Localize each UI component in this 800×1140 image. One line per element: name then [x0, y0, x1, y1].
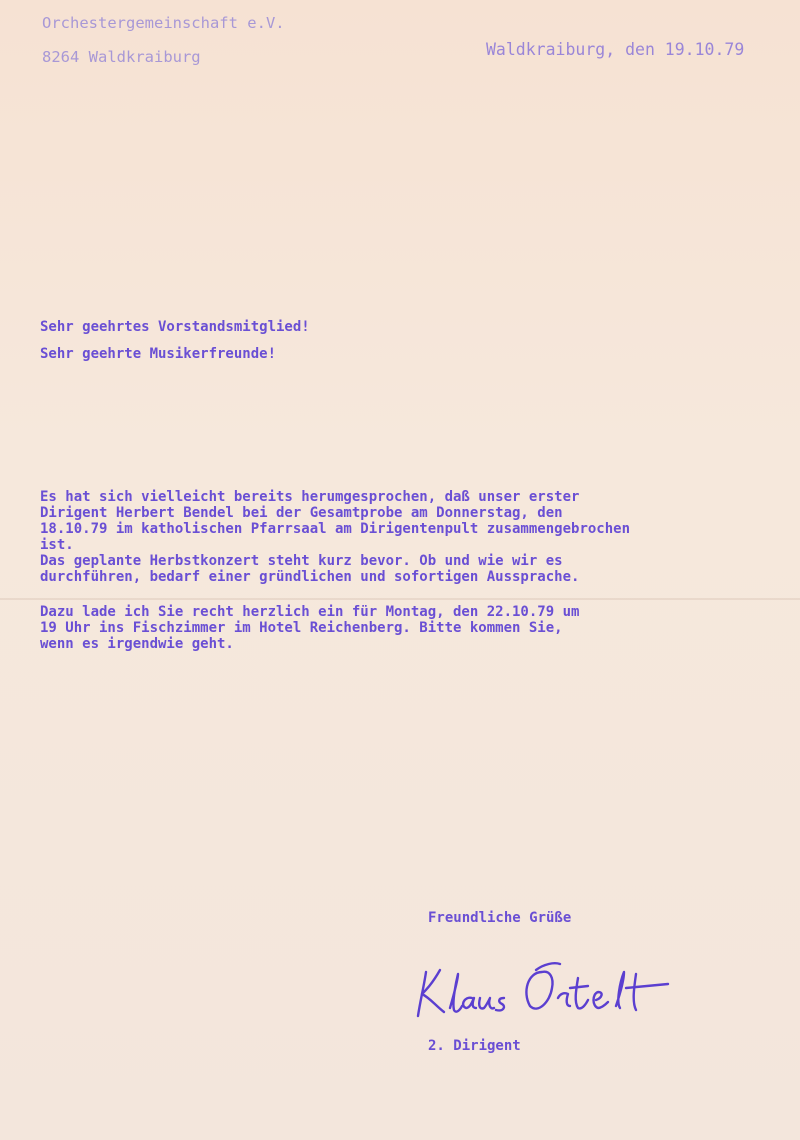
body-line: durchführen, bedarf einer gründlichen und sofortigen Aussprache.: [40, 569, 580, 585]
body-line: 18.10.79 im katholischen Pfarrsaal am Dirigentenpult zusammengebrochen: [40, 521, 631, 537]
salutation-line: Sehr geehrte Musikerfreunde!: [40, 346, 277, 362]
salutation: [40, 314, 310, 368]
sender-organization: Orchestergemeinschaft e.V.: [42, 14, 285, 32]
sender-block: [42, 6, 285, 74]
closing: Freundliche Grüße: [428, 910, 572, 926]
body-line: Dirigent Herbert Bendel bei der Gesamtprobe am Donnerstag, den: [40, 505, 563, 521]
body-line: Es hat sich vielleicht bereits herumgesprochen, daß unser erster: [40, 489, 580, 505]
signer-role: 2. Dirigent: [428, 1038, 521, 1054]
body-line: 19 Uhr ins Fischzimmer im Hotel Reichenberg. Bitte kommen Sie,: [40, 620, 563, 636]
body-line: ist.: [40, 537, 74, 553]
letter-body: [40, 489, 630, 652]
handwritten-signature: [410, 958, 690, 1028]
dateline: Waldkraiburg, den 19.10.79: [486, 40, 745, 59]
body-line: wenn es irgendwie geht.: [40, 636, 234, 652]
body-line: Dazu lade ich Sie recht herzlich ein für Montag, den 22.10.79 um: [40, 604, 580, 620]
salutation-line: Sehr geehrtes Vorstandsmitglied!: [40, 319, 310, 335]
body-line: Das geplante Herbstkonzert steht kurz bevor. Ob und wie wir es: [40, 553, 563, 569]
sender-address: 8264 Waldkraiburg: [42, 48, 201, 66]
